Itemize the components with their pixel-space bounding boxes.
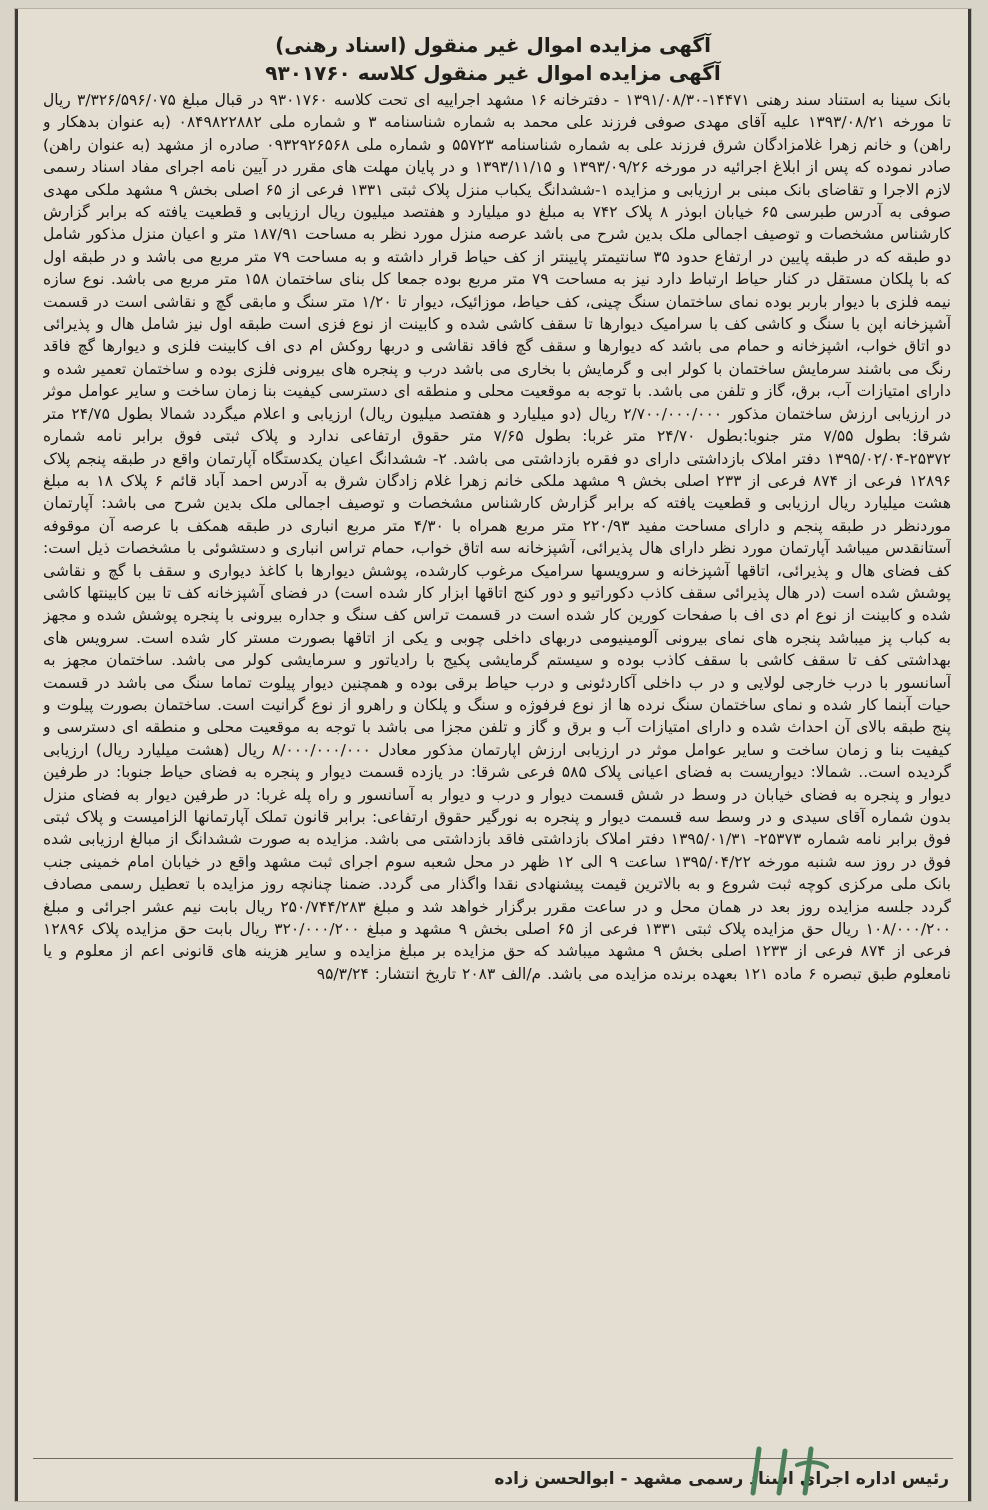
signature-line: رئیس اداره اجرای اسناد رسمی مشهد - ابوالحسن زاده	[494, 1469, 949, 1489]
notice-header	[55, 31, 931, 87]
newspaper-clipping	[14, 8, 972, 1502]
notice-title: آگهی مزایده اموال غیر منقول (اسناد رهنی)	[275, 33, 711, 57]
notice-subtitle: آگهی مزایده اموال غیر منقول کلاسه ۹۳۰۱۷۶۰	[265, 61, 721, 85]
notice-body: بانک سینا به استناد سند رهنی ۱۴۴۷۱-۱۳۹۱/۰۸/۳۰ - دفترخانه ۱۶ مشهد اجراییه ای تحت کلاسه ۹۳۰۱۷۶۰ در قبال مبلغ ۳/۳۲۶/۵۹۶/۰۷۵ ریال تا مورخه ۱۳۹۳/۰۸/۲۱ علیه آقای مهدی صوفی فرزند علی محمد به شماره شناسنامه ۳ و شماره ملی ۰۸۴۹۸۲۲۸۸۲ (به عنوان بدهکار و راهن) و خانم زهرا غلامزادگان شرق فرزند علی به شماره شناسنامه ۵۵۷۲۳ و شماره ملی ۰۹۳۲۹۲۶۵۶۸ صادره از مشهد (به عنوان راهن) صادر نموده که پس از ابلاغ اجرائیه در مورخه ۱۳۹۳/۰۹/۲۶ و ۱۳۹۳/۱۱/۱۵ و در پایان مهلت های مقرر در آیین نامه اجرای مفاد اسناد رسمی لازم الاجرا و تقاضای بانک مبنی بر ارزیابی و مزایده ۱-ششدانگ یکباب منزل پلاک ثبتی ۱۳۳۱ فرعی از ۶۵ اصلی بخش ۹ مشهد ملکی مهدی صوفی به آدرس طبرسی ۶۵ خیابان ابوذر ۸ پلاک ۷۴۲ به مبلغ دو میلیارد و هفتصد میلیون ریال ارزیابی و قطعیت یافته که برابر گزارش کارشناس مشخصات و توصیف اجمالی ملک بدین شرح می باشد عرصه منزل مورد نظر به مساحت ۱۸۷/۹۱ متر و اعیان منزل مذکور شامل دو طبقه که در طبقه پایین در ارتفاع حدود ۳۵ سانتیمتر پایینتر از کف حیاط قرار داشته و به مساحت ۷۹ متر مربع می باشد و در طبقه اول که با پلکان مستقل در کنار حیاط ارتباط دارد نیز به مساحت ۷۹ متر مربع بوده جمعا کل بنای ساختمان ۱۵۸ متر مربع می باشد. نوع سازه نیمه فلزی با دیوار باربر بوده نمای ساختمان سنگ چینی، کف حیاط، موزائیک، دیوار تا ۱/۲۰ متر سنگ و مابقی گچ و نقاشی است در قسمت آشپزخانه اپن با سنگ و کاشی کف با سرامیک دیوارها تا سقف کاشی شده و کابینت از نوع فزی است طبقه اول نیز شامل هال و پذیرائی دو اتاق خواب، اشپزخانه و حمام می باشد که دیوارها و سقف گچ فاقد نقاشی و دربها روکش ام دی اف کابینت فلزی و دیوارها گچ فاقد رنگ می باشند سرمایش ساختمان با کولر ابی و گرمایش با بخاری می باشد درب و پنجره های بیرونی فلزی بوده و ساختمان تعمیر شده و دارای امتیازات آب، برق، گاز و تلفن می باشد. با توجه به موقعیت محلی و منطقه ای دسترسی کیفیت بنا زمان ساخت و سایر عوامل موثر در ارزیابی ارزش ساختمان مذکور ۲/۷۰۰/۰۰۰/۰۰۰ ریال (دو میلیارد و هفتصد میلیون ریال) ارزیابی و اعلام میگردد شمالا بطول ۲۴/۷۵ متر شرقا: بطول ۷/۵۵ متر جنوبا:بطول ۲۴/۷۰ متر غربا: بطول ۷/۶۵ متر حقوق ارتفاعی ندارد و پلاک ثبتی فوق برابر نامه شماره ۲۵۳۷۲-۱۳۹۵/۰۲/۰۴ دفتر املاک بازداشتی دارای دو فقره بازداشتی می باشد. ۲- ششدانگ اعیان یکدستگاه آپارتمان واقع در طبقه پنجم پلاک ۱۲۸۹۶ فرعی از ۸۷۴ فرعی از ۲۳۳ اصلی بخش ۹ مشهد ملکی خانم زهرا غلام زادگان شرق به آدرس احمد آباد قائم ۶ پلاک ۱۸ به مبلغ هشت میلیارد ریال ارزیابی و قطعیت یافته که برابر گزارش کارشناس مشخصات و توصیف اجمالی ملک بدین شرح می باشد: آپارتمان موردنظر در طبقه پنجم و دارای مساحت مفید ۲۲۰/۹۳ متر مربع همراه با ۴/۳۰ متر مربع انباری در طبقه همکف با عرصه آن موقوفه آستانقدس میباشد آپارتمان مورد نظر دارای هال پذیرائی، آشپزخانه سه اتاق خواب، حمام تراس انباری و دستشوئی با مشخصات ذیل است: کف فضای هال و پذیرائی، اتاقها آشپزخانه و سرویسها سرامیک مرغوب کارشده، پوشش دیوارها با کاغذ دیواری و سقف با گچ و نقاشی پوشش شده است (در هال پذیرائی سقف کاذب دکوراتیو و دور کنج اتاقها ابزار کار شده است) در فضای آشپزخانه کف تا بین کابینتها کاشی شده و کابینت از نوع ام دی اف با صفحات کورین کار شده است در قسمت تراس کف سنگ و جداره بیرونی با پنجره پوشش شده و مجهز به کباب پز میباشد پنجره های نمای بیرونی آلومینیومی دربهای داخلی چوبی و یکی از اتاقها بصورت مستر کار شده است. سرویس های بهداشتی کف تا سقف کاشی با سقف کاذب بوده و سیستم گرمایشی پکیج با رادیاتور و سرمایشی کولر می باشد. ساختمان مجهز به آسانسور با درب خارجی لولایی و در ب داخلی آکاردئونی و درب حیاط برقی بوده و همچنین دیوار پیلوت تماما سنگ می باشد در قسمت حیات آبنما کار شده و نمای ساختمان سنگ نرده ها از نوع فرفوژه و سنگ و پلکان و راهرو از نوع گرانیت است. ساختمان بصورت پیلوت و پنج طبقه بالای آن احداث شده و دارای امتیازات آب و برق و گاز و تلفن مجزا می باشد با توجه به موقعیت محلی و منطقه ای دسترسی و کیفیت بنا و زمان ساخت و سایر عوامل موثر در ارزیابی ارزش اپارتمان مذکور معادل ۸/۰۰۰/۰۰۰/۰۰۰ ریال (هشت میلیارد ریال) ارزیابی گردیده است.. شمالا: دیواریست به فضای اعیانی پلاک ۵۸۵ فرعی شرقا: در یازده قسمت دیوار و پنجره به فضای حیاط جنوبا: در طرفین دیوار و پنجره به فضای خیابان در وسط در شش قسمت دیوار و درب و دیوار به آسانسور و راه پله غربا: در طرفین دیوار به فضای منزل بدون شماره آقای سیدی و در وسط سه قسمت دیوار و پنجره به نورگیر حقوق ارتفاعی: برابر قانون تملک آپارتمانها الزامیست و پلاک ثبتی فوق برابر نامه شماره ۲۵۳۷۳- ۱۳۹۵/۰۱/۳۱ دفتر املاک بازداشتی فاقد بازداشتی می باشد. مزایده به صورت ششدانگ از مبالغ ارزیابی شده فوق در روز سه شنبه مورخه ۱۳۹۵/۰۴/۲۲ ساعت ۹ الی ۱۲ ظهر در محل شعبه سوم اجرای ثبت مشهد واقع در خیابان امام خمینی جنب بانک ملی مرکزی کوچه ثبت شروع و به بالاترین قیمت پیشنهادی نقدا واگذار می گردد. ضمنا چنانچه روز مزایده با تعطیل رسمی مصادف گردد جلسه مزایده روز بعد در همان محل و در ساعت مقرر برگزار خواهد شد و مبلغ ۲۵۰/۷۴۴/۲۸۳ ریال بابت نیم عشر اجرائی و مبلغ ۱۰۸/۰۰۰/۲۰۰ ریال حق مزایده پلاک ثبتی ۱۳۳۱ فرعی از ۶۵ اصلی بخش ۹ مشهد و مبلغ ۳۲۰/۰۰۰/۲۰۰ ریال بابت حق مزایده پلاک ۱۲۸۹۶ فرعی از ۸۷۴ فرعی از ۱۲۳۳ اصلی بخش ۹ مشهد میباشد که حق مزایده بر مبلغ مزایده و سایر هزینه های قانونی اعم از معلوم و یا نامعلوم طبق تبصره ۶ ماده ۱۲۱ بعهده برنده مزایده می باشد. م/الف ۲۰۸۳ تاریخ انتشار: ۹۵/۳/۲۴	[43, 91, 951, 983]
left-border-line	[15, 9, 18, 1501]
right-border-line	[968, 9, 971, 1501]
handwritten-mark-icon	[735, 1441, 895, 1501]
